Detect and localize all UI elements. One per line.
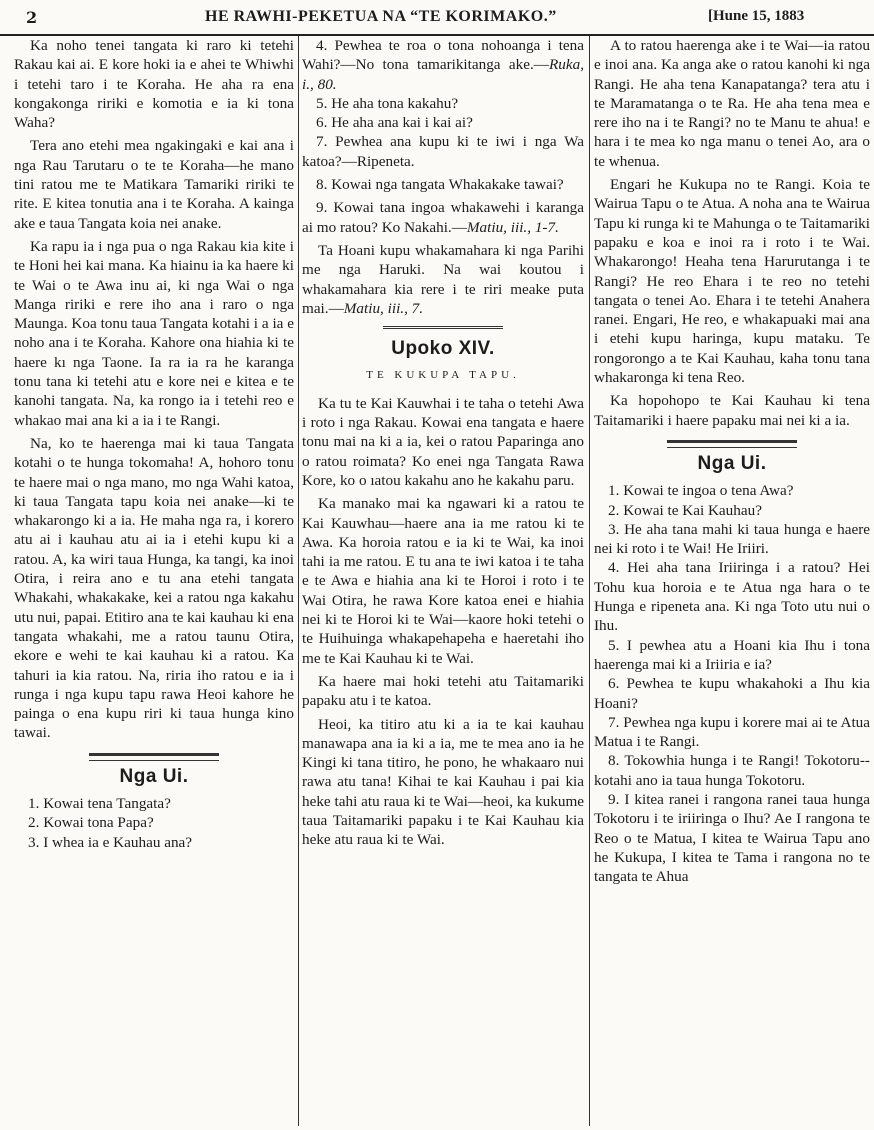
column-divider xyxy=(298,36,299,1126)
question-list xyxy=(302,36,584,237)
column-2 xyxy=(302,36,584,1126)
paragraph: Ka noho tenei tangata ki raro ki tetehi Rakau kai ai. E kore hoki ia e ahei te Whiwhi i tetehi taro i te Koraha. He aha ra ena kongakonga ririki e komotia e ia ki tona Waha? xyxy=(14,37,294,132)
section-rule xyxy=(667,440,797,448)
paragraph: A to ratou haerenga ake i te Wai—ia ratou e inoi ana. Ka anga ake o ratou kanohi ki nga Rangi. He aha tena Kanapatanga? tera atu i te Maramatanga o te Ra. He aha tena mea e rere iho na i te Rangi? no te Manu te ahua! e hara i te mea ko nga manu o tenei Ao, ara o te whenua. xyxy=(594,37,870,170)
newspaper-title: HE RAWHI-PEKETUA NA “TE KORIMAKO.” xyxy=(205,8,557,25)
question-item xyxy=(302,36,584,94)
column-3 xyxy=(594,36,870,1126)
question-item: 8. Kowai nga tangata Whakakake tawai? xyxy=(316,176,564,194)
section-heading: Nga Ui. xyxy=(119,765,189,787)
question-item: 1. Kowai tena Tangata? xyxy=(28,794,171,812)
question-item: 7. Pewhea ana kupu ki te iwi i nga Wa katoa?—Ripeneta. xyxy=(302,133,584,170)
paragraph: Tera ano etehi mea ngakingaki e kai ana i nga Rau Tarutaru o te te Koraha—he mano tini ratou me te Matikara Tamariki ririki te rite. E kitea tonutia ana i te Koraha. A kainga ake e taua Tangata koia nei anake. xyxy=(14,137,294,232)
question-item: 2. Kowai tona Papa? xyxy=(28,814,154,832)
question-item: 9. I kitea ranei i rangona ranei taua hunga Tokotoru i te iriiringa o Ihu? Ae I rangona te Reo o te Matua, I kitea te Wairua Tapu ano he Kukupa, I kitea te Tama i rangona no te tangata te Ahua xyxy=(594,790,870,886)
section-rule xyxy=(89,753,219,761)
paragraph: Heoi, ka titiro atu ki a ia te kai kauhau manawapa ana ia ki a ia, me te mea ano ia he Kingi ki tana titiro, he pono, he whakaaro nui rawa atu tana! Kihai te kai Kauhau i pai kia heke tahi atu raua ki te Wai—heoi, ka kukume taua Taitamariki papaku i te Kai Kauhau kia heke atu raua ki te Wai. xyxy=(302,715,584,849)
question-item: 5. I pewhea atu a Hoani kia Ihu i tona haerenga mai ki a Iriiria e ia? xyxy=(594,636,870,673)
question-item xyxy=(302,198,584,237)
citation: Matiu, iii., 1-7. xyxy=(466,218,559,236)
paragraph-text: Ta Hoani kupu whakamahara ki nga Parihi me nga Haruki. Na wai koutou i whakamahara kia rere i te riri meake puta mai.— xyxy=(302,241,584,317)
section-rule xyxy=(383,326,503,329)
chapter-title: Upoko XIV. xyxy=(391,338,495,360)
question-item: 6. Pewhea te kupu whakahoki a Ihu kia Hoani? xyxy=(594,675,870,712)
question-list xyxy=(14,794,294,852)
paragraph xyxy=(302,241,584,318)
question-item: 3. I whea ia e Kauhau ana? xyxy=(28,833,193,851)
question-list xyxy=(594,481,870,886)
column-1 xyxy=(14,36,294,1126)
citation: Matiu, iii., 7. xyxy=(343,299,424,317)
paragraph: Ka hopohopo te Kai Kauhau ki tena Taitamariki i haere papaku mai nei ki a ia. xyxy=(594,392,870,429)
question-text: 9. Kowai tana ingoa whakawehi i karanga ai mo ratou? Ko Nakahi.— xyxy=(302,199,584,236)
paragraph: Engari he Kukupa no te Rangi. Koia te Wairua Tapu o te Atua. A noha ana te Wairua Tapu ki runga ki te Mahunga o te Taitamariki papaku e koa e inoi ra i roto i te Wai. Whakarongo! Heaha tena Harurutanga i te Rangi? He reo Ehara i te reo no tetehi tangata o tenei Ao. Ehara i te tetehi Anahera ranei. Engari, He reo, e whakapuaki mai ana i etehi kupu haringa, kupu mataku. Te rongorongo a te Kai Kauhau, kaha tonu tana whakaronga ki tena Reo. xyxy=(594,176,870,387)
section-heading: Nga Ui. xyxy=(697,452,767,474)
paragraph: Ka manako mai ka ngawari ki a ratou te Kai Kauwhau—haere ana ia me ratou ki te Awa. Ka horoia ratou e ia ki te Wai, ka inoi tahi ia me ratou. E tu ana te iwi katoa i te taha e te Awa e hiahia ana ki te Horoi i roto i te Wai Otira, he rawa Kore katoa enei e hiahia nei ki te Horoi ki te Wai—kaore hoki tetehi o te Huihuinga whakapehapeha e haeretahi iho me te Kai Kauhau ki te Wai. xyxy=(302,495,584,667)
question-item: 8. Tokowhia hunga i te Rangi! Tokotoru--kotahi ano ia taua hunga Tokotoru. xyxy=(594,752,870,789)
question-text: 4. Pewhea te roa o tona nohoanga i tena Wahi?—No tona tamarikitanga ake.— xyxy=(302,37,584,74)
paragraph: Ka haere mai hoki tetehi atu Taitamariki papaku atu i te katoa. xyxy=(302,672,584,710)
question-item: 6. He aha ana kai i kai ai? xyxy=(316,114,473,132)
chapter-subtitle: TE KUKUPA TAPU. xyxy=(366,369,520,382)
question-item: 5. He aha tona kakahu? xyxy=(316,94,459,112)
paragraph: Na, ko te haerenga mai ki taua Tangata kotahi o te hunga tokomaha! A, hohoro tonu te haere mai o nga mano, mo nga Wahi katoa, ki taua Tangata tapu koia nei anake—ki te whakarongo ki a ia. He maha nga ra, i korero atu ai i kauhau atu ai ia i etehi kupu ki a ratou. A, ka wiri taua Hunga, ka tangi, ka inoi Otira, i reira ano e tu ana etehi tangata Whakahi, whakakake, kei a ratou nga kakahu utu nui, papai. Etitiro ana te kai kauhau ki ena tangata whakahi, me a ratou taunu Otira, ekore e wehi te kai kauhau ki a ratou. Ka tahuri ia kia ratou. Na, riria iho ratou e ia i runga i nga kupu tapu rawa Heoi kahore he painga o ena kupu riri ki taua hunga kino tawai. xyxy=(14,434,294,742)
question-item: 3. He aha tana mahi ki taua hunga e haere nei ki roto i te Wai! He Iriiri. xyxy=(594,520,870,558)
question-item: 1. Kowai te ingoa o tena Awa? xyxy=(608,482,794,500)
question-item: 7. Pewhea nga kupu i korere mai ai te Atua Matua i te Rangi. xyxy=(594,713,870,751)
issue-date: [Hune 15, 1883 xyxy=(708,8,805,24)
question-item: 2. Kowai te Kai Kauhau? xyxy=(608,501,762,519)
page-header xyxy=(0,0,874,36)
question-item: 4. Hei aha tana Iriiringa i a ratou? Hei Tohu kua horoia e te Atua nga hara o te Hunga e ripeneta ana. Ki nga Toto utu nui o Ihu. xyxy=(594,559,870,635)
page-number: 2 xyxy=(26,8,38,27)
paragraph: Ka tu te Kai Kauwhai i te taha o tetehi Awa i roto i nga Rakau. Kowai ena tangata e haere tonu mai na ki a ia, kei o ratou Paparinga ano o ratou roimata? Ko enei nga Tangata Rawa Kore, ko o ıatou kakahu ano he kakahu paru. xyxy=(302,394,584,489)
paragraph: Ka rapu ia i nga pua o nga Rakau kia kite i te Honi hei kai mana. Ka hiainu ia ka haere ki te Wai o te Awa inu ai, ki nga Wai o nga Manga ririki e rere iho ana i raro o nga Maunga. Koa tonu taua Tangata kotahi i a ia e noho ana i te Koraha. Kahore ona hiahia ki te haere kı nga Taone. Ia ra ia ra he karanga tonu tana ki tetehi atu e kore nei e kitea e te kanohi tangata. Na, ka rongo ia i tetehi reo e whakao mai ana ki a ia i te Rangi. xyxy=(14,237,294,429)
citation: Ruka, i., 80. xyxy=(302,56,584,93)
column-divider xyxy=(589,36,590,1126)
